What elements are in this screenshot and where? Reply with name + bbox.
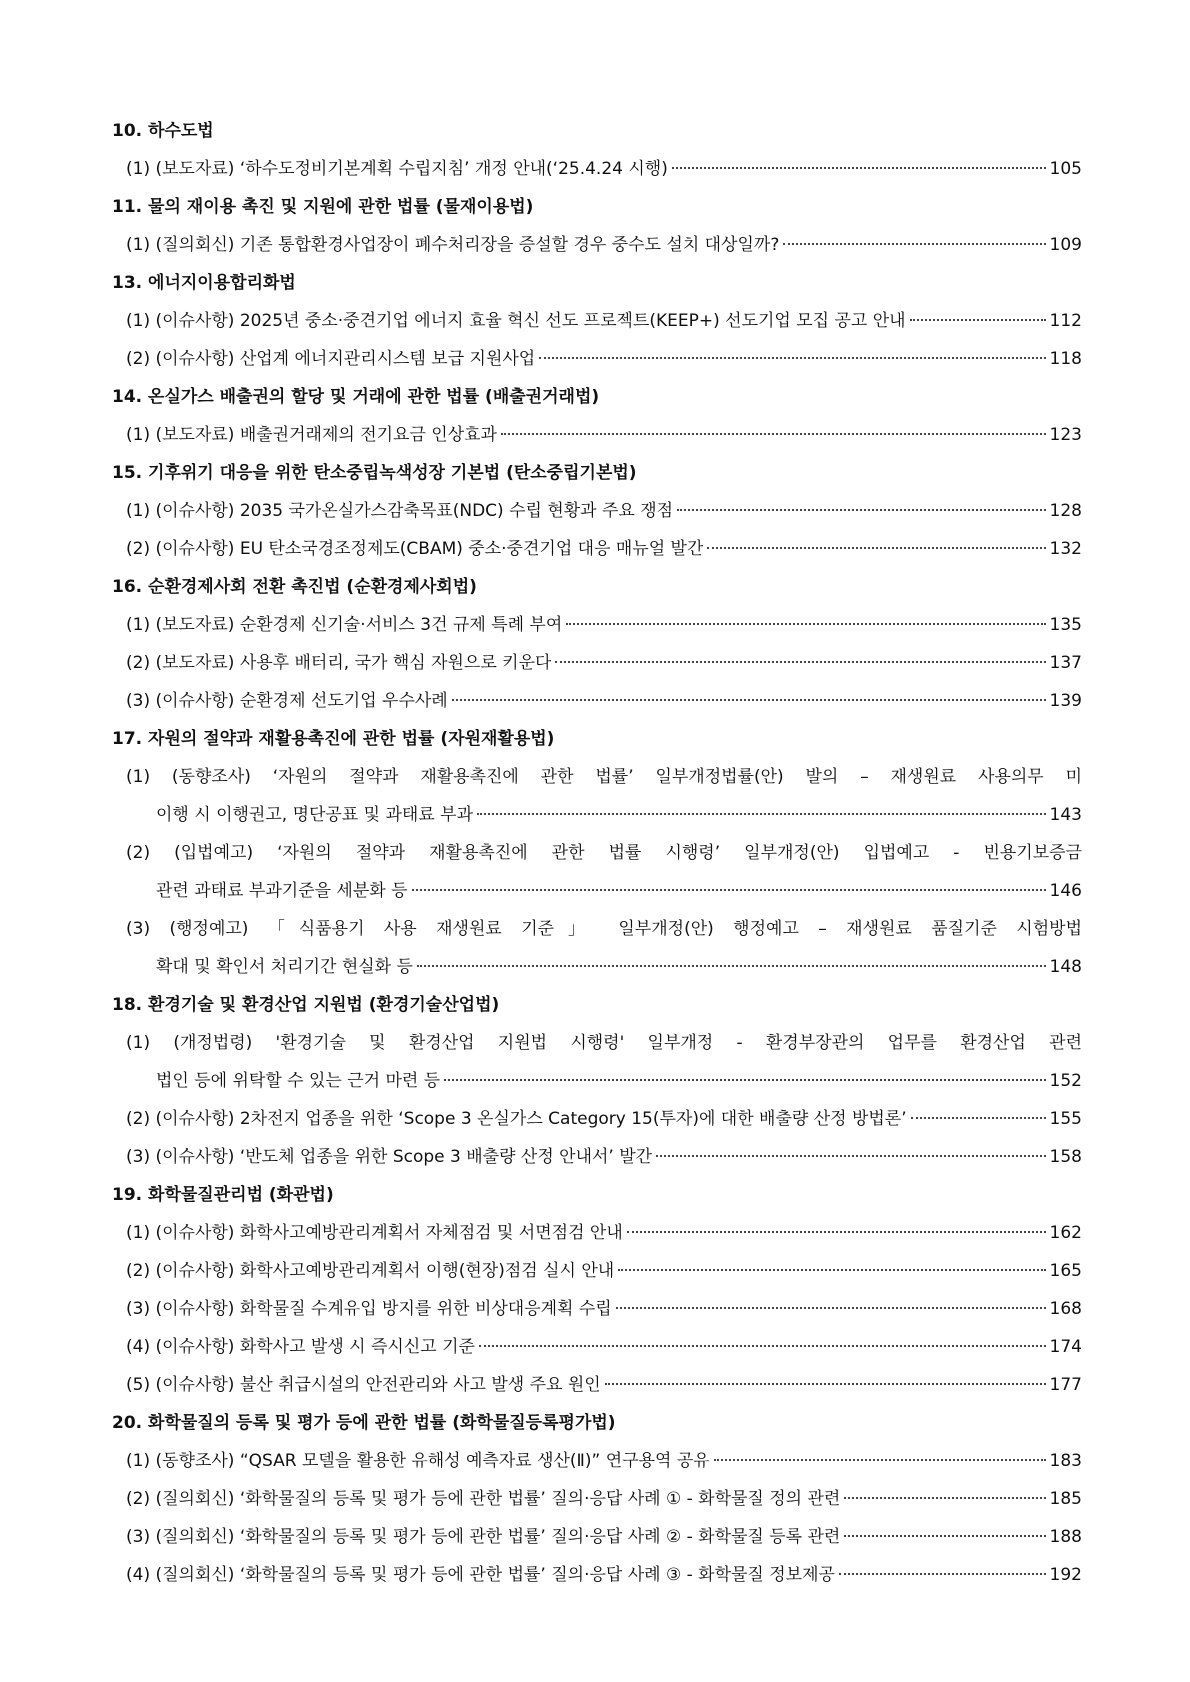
dot-leader xyxy=(839,1573,1046,1575)
section-heading: 16. 순환경제사회 전환 촉진법 (순환경제사회법) xyxy=(112,577,477,597)
page-number: 152 xyxy=(1049,1071,1082,1091)
dot-leader xyxy=(412,889,1046,891)
toc-entry[interactable] xyxy=(126,1290,1082,1328)
entry-text: (1) (이슈사항) 화학사고예방관리계획서 자체점검 및 서면점검 안내 xyxy=(126,1223,623,1243)
page-number: 143 xyxy=(1049,805,1082,825)
page-number: 109 xyxy=(1049,235,1082,255)
entry-text: (1) (보도자료) ‘하수도정비기본계획 수립지침’ 개정 안내(‘25.4.24 시행) xyxy=(126,159,668,179)
toc-entry[interactable] xyxy=(126,1556,1082,1594)
page-number: 158 xyxy=(1049,1147,1082,1167)
page-number: 139 xyxy=(1049,691,1082,711)
dot-leader xyxy=(844,1497,1045,1499)
toc-entry[interactable] xyxy=(126,758,1082,834)
toc-entry[interactable] xyxy=(126,1214,1082,1252)
dot-leader xyxy=(452,699,1046,701)
entry-text: 관련 과태료 부과기준을 세분화 등 xyxy=(156,881,408,901)
page-number: 165 xyxy=(1049,1261,1082,1281)
toc-entry[interactable] xyxy=(126,1024,1082,1100)
entry-text: (2) (이슈사항) 2차전지 업종을 위한 ‘Scope 3 온실가스 Category 15(투자)에 대한 배출량 산정 방법론’ xyxy=(126,1109,907,1129)
dot-leader xyxy=(707,547,1045,549)
entry-text: (3) (이슈사항) ‘반도체 업종을 위한 Scope 3 배출량 산정 안내서’ 발간 xyxy=(126,1147,653,1167)
toc-entry[interactable] xyxy=(126,1328,1082,1366)
section-heading: 19. 화학물질관리법 (화관법) xyxy=(112,1185,334,1205)
dot-leader xyxy=(618,1269,1045,1271)
table-of-contents xyxy=(112,112,1082,1594)
section-heading: 18. 환경기술 및 환경산업 지원법 (환경기술산업법) xyxy=(112,995,500,1015)
entry-text: (2) (질의회신) ‘화학물질의 등록 및 평가 등에 관한 법률’ 질의·응답 사례 ① - 화학물질 정의 관련 xyxy=(126,1489,841,1509)
section-heading: 13. 에너지이용합리화법 xyxy=(112,273,296,293)
toc-entry[interactable] xyxy=(126,1518,1082,1556)
toc-entry[interactable] xyxy=(126,1442,1082,1480)
page-number: 188 xyxy=(1049,1527,1082,1547)
dot-leader xyxy=(714,1459,1046,1461)
toc-entry[interactable] xyxy=(126,530,1082,568)
entry-text: (3) (이슈사항) 화학물질 수계유입 방지를 위한 비상대응계획 수립 xyxy=(126,1299,612,1319)
page-number: 162 xyxy=(1049,1223,1082,1243)
entry-text: (2) (입법예고) ‘자원의 절약과 재활용촉진에 관한 법률 시행령’ 일부개정(안) 입법예고 - 빈용기보증금 xyxy=(126,843,1082,863)
entry-text: (3) (질의회신) ‘화학물질의 등록 및 평가 등에 관한 법률’ 질의·응답 사례 ② - 화학물질 등록 관련 xyxy=(126,1527,841,1547)
toc-entry[interactable] xyxy=(126,1366,1082,1404)
entry-text: (2) (이슈사항) 산업계 에너지관리시스템 보급 지원사업 xyxy=(126,349,536,369)
entry-text: (3) (행정예고) 「식품용기 사용 재생원료 기준」 일부개정(안) 행정예고 – 재생원료 품질기준 시험방법 xyxy=(126,919,1082,939)
toc-entry[interactable] xyxy=(126,340,1082,378)
entry-text: (1) (동향조사) ‘자원의 절약과 재활용촉진에 관한 법률’ 일부개정법률(안) 발의 – 재생원료 사용의무 미 xyxy=(126,767,1082,787)
entry-text: 법인 등에 위탁할 수 있는 근거 마련 등 xyxy=(156,1071,441,1091)
dot-leader xyxy=(910,319,1046,321)
toc-entry[interactable] xyxy=(126,302,1082,340)
dot-leader xyxy=(479,1345,1046,1347)
section-heading: 17. 자원의 절약과 재활용촉진에 관한 법률 (자원재활용법) xyxy=(112,729,555,749)
dot-leader xyxy=(501,433,1046,435)
entry-text: (4) (질의회신) ‘화학물질의 등록 및 평가 등에 관한 법률’ 질의·응답 사례 ③ - 화학물질 정보제공 xyxy=(126,1565,835,1585)
entry-text: (1) (이슈사항) 2025년 중소·중견기업 에너지 효율 혁신 선도 프로젝트(KEEP+) 선도기업 모집 공고 안내 xyxy=(126,311,906,331)
page-number: 148 xyxy=(1049,957,1082,977)
entry-text: 이행 시 이행권고, 명단공표 및 과태료 부과 xyxy=(156,805,474,825)
page-number: 185 xyxy=(1049,1489,1082,1509)
dot-leader xyxy=(656,1155,1045,1157)
toc-entry[interactable] xyxy=(126,150,1082,188)
toc-entry[interactable] xyxy=(126,226,1082,264)
entry-text: (2) (이슈사항) 화학사고예방관리계획서 이행(현장)점검 실시 안내 xyxy=(126,1261,615,1281)
toc-entry[interactable] xyxy=(126,606,1082,644)
toc-entry[interactable] xyxy=(126,416,1082,454)
entry-text: (1) (개정법령) '환경기술 및 환경산업 지원법 시행령' 일부개정 - 환경부장관의 업무를 환경산업 관련 xyxy=(126,1033,1082,1053)
page-number: 183 xyxy=(1049,1451,1082,1471)
page-number: 177 xyxy=(1049,1375,1082,1395)
page-number: 137 xyxy=(1049,653,1082,673)
entry-text: (1) (보도자료) 배출권거래제의 전기요금 인상효과 xyxy=(126,425,497,445)
entry-text: (1) (이슈사항) 2035 국가온실가스감축목표(NDC) 수립 현황과 주요 쟁점 xyxy=(126,501,674,521)
toc-entry[interactable] xyxy=(126,834,1082,910)
entry-text: (4) (이슈사항) 화학사고 발생 시 즉시신고 기준 xyxy=(126,1337,475,1357)
section-heading: 11. 물의 재이용 촉진 및 지원에 관한 법률 (물재이용법) xyxy=(112,197,534,217)
dot-leader xyxy=(627,1231,1046,1233)
toc-entry[interactable] xyxy=(126,682,1082,720)
entry-text: (2) (이슈사항) EU 탄소국경조정제도(CBAM) 중소·중견기업 대응 매뉴얼 발간 xyxy=(126,539,704,559)
entry-text: (1) (동향조사) “QSAR 모델을 활용한 유해성 예측자료 생산(Ⅱ)” 연구용역 공유 xyxy=(126,1451,710,1471)
page-number: 168 xyxy=(1049,1299,1082,1319)
page-number: 192 xyxy=(1049,1565,1082,1585)
page-number: 174 xyxy=(1049,1337,1082,1357)
entry-text: (3) (이슈사항) 순환경제 선도기업 우수사례 xyxy=(126,691,448,711)
page-number: 132 xyxy=(1049,539,1082,559)
dot-leader xyxy=(605,1383,1046,1385)
toc-entry[interactable] xyxy=(126,1100,1082,1138)
dot-leader xyxy=(555,661,1045,663)
entry-text: (1) (질의회신) 기존 통합환경사업장이 폐수처리장을 증설할 경우 중수도 설치 대상일까? xyxy=(126,235,780,255)
toc-entry[interactable] xyxy=(126,644,1082,682)
dot-leader xyxy=(677,509,1045,511)
entry-text: (1) (보도자료) 순환경제 신기술·서비스 3건 규제 특례 부여 xyxy=(126,615,563,635)
page-number: 118 xyxy=(1049,349,1082,369)
toc-entry[interactable] xyxy=(126,1480,1082,1518)
page-number: 123 xyxy=(1049,425,1082,445)
dot-leader xyxy=(783,243,1045,245)
dot-leader xyxy=(844,1535,1045,1537)
dot-leader xyxy=(911,1117,1046,1119)
dot-leader xyxy=(444,1079,1045,1081)
entry-text: 확대 및 확인서 처리기간 현실화 등 xyxy=(156,957,413,977)
toc-entry[interactable] xyxy=(126,492,1082,530)
section-heading: 14. 온실가스 배출권의 할당 및 거래에 관한 법률 (배출권거래법) xyxy=(112,387,600,407)
entry-text: (5) (이슈사항) 불산 취급시설의 안전관리와 사고 발생 주요 원인 xyxy=(126,1375,601,1395)
page-number: 112 xyxy=(1049,311,1082,331)
dot-leader xyxy=(477,813,1046,815)
dot-leader xyxy=(616,1307,1046,1309)
page-number: 128 xyxy=(1049,501,1082,521)
section-heading: 10. 하수도법 xyxy=(112,121,214,141)
dot-leader xyxy=(417,965,1046,967)
page-number: 135 xyxy=(1049,615,1082,635)
page-number: 105 xyxy=(1049,159,1082,179)
dot-leader xyxy=(672,167,1046,169)
toc-entry[interactable] xyxy=(126,1138,1082,1176)
dot-leader xyxy=(566,623,1045,625)
page-number: 146 xyxy=(1049,881,1082,901)
toc-entry[interactable] xyxy=(126,910,1082,986)
dot-leader xyxy=(539,357,1045,359)
section-heading: 15. 기후위기 대응을 위한 탄소중립녹색성장 기본법 (탄소중립기본법) xyxy=(112,463,637,483)
page-number: 155 xyxy=(1049,1109,1082,1129)
entry-text: (2) (보도자료) 사용후 배터리, 국가 핵심 자원으로 키운다 xyxy=(126,653,552,673)
section-heading: 20. 화학물질의 등록 및 평가 등에 관한 법률 (화학물질등록평가법) xyxy=(112,1413,616,1433)
toc-entry[interactable] xyxy=(126,1252,1082,1290)
